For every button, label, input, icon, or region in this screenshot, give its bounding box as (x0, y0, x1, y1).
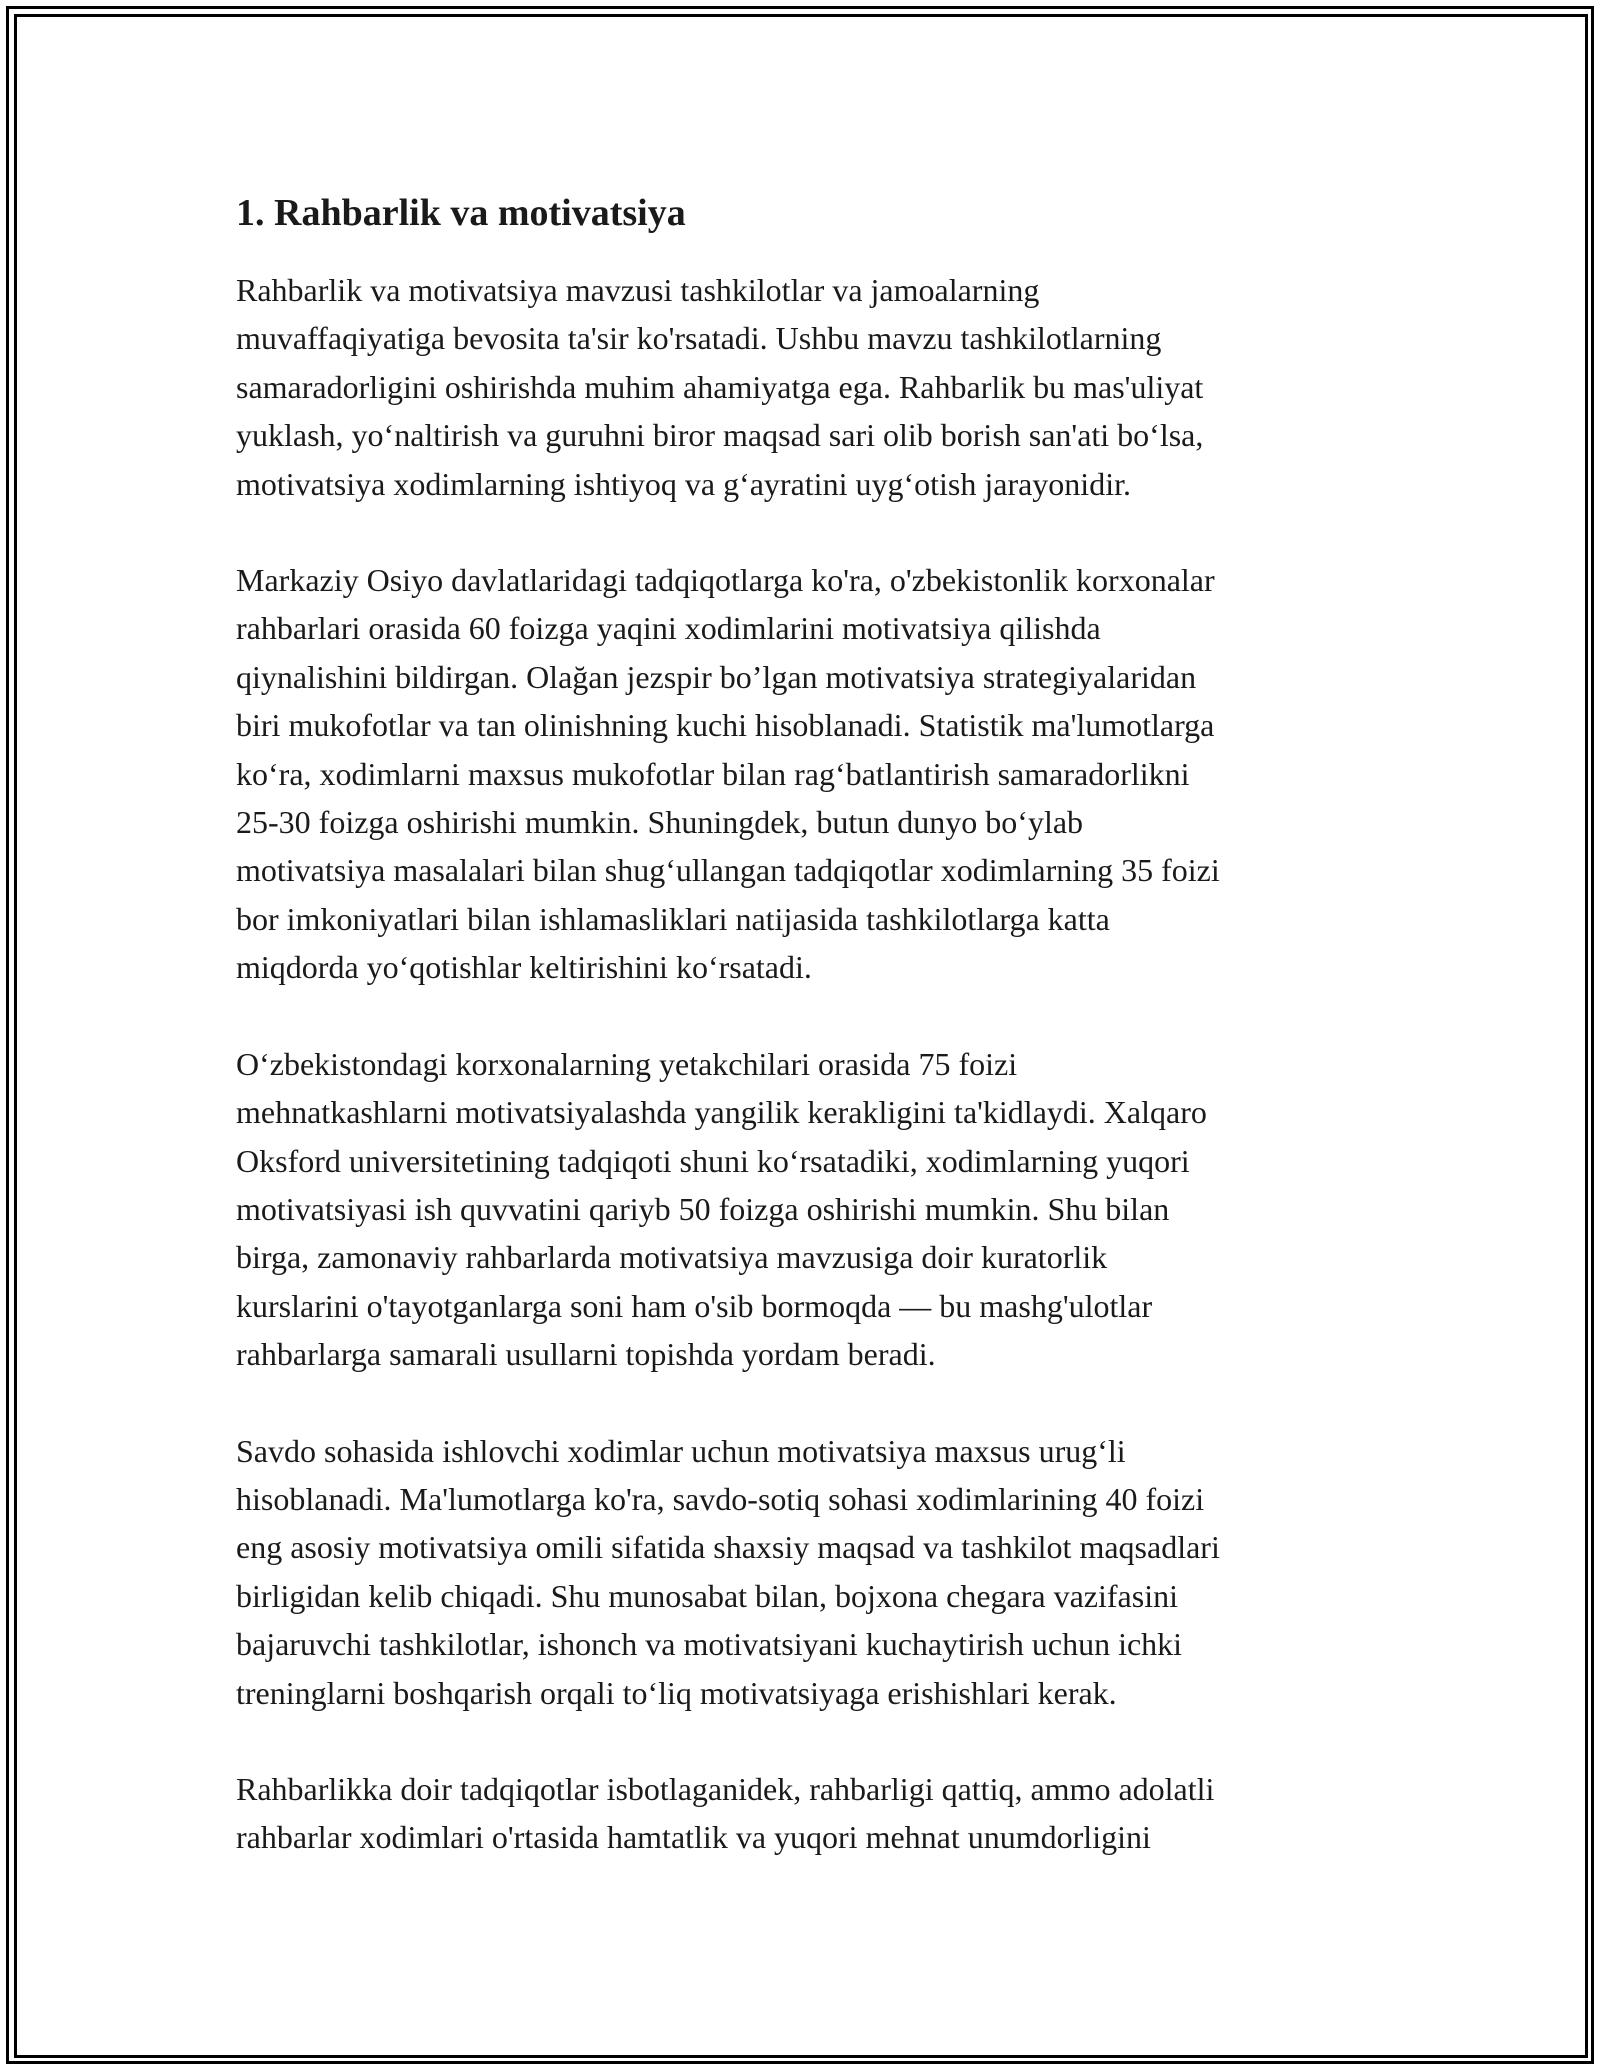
paragraph-4: Savdo sohasida ishlovchi xodimlar uchun motivatsiya maxsus urug‘li hisoblanadi. Ma'lumotlarga ko'ra, savdo-sotiq sohasi xodimlarining 40 foizi eng asosiy motivatsiya omili sifatida shaxsiy maqsad va tashkilot maqsadlari birligidan kelib chiqadi. Shu munosabat bilan, bojxona chegara vazifasini bajaruvchi tashkilotlar, ishonch va motivatsiyani kuchaytirish uchun ichki treninglarni boshqarish orqali to‘liq motivatsiyaga erishishlari kerak. (236, 1432, 1220, 1711)
paragraph-1: Rahbarlik va motivatsiya mavzusi tashkilotlar va jamoalarning muvaffaqiyatiga bevosita ta'sir ko'rsatadi. Ushbu mavzu tashkilotlarning samaradorligini oshirishda muhim ahamiyatga ega. Rahbarlik bu mas'uliyat yuklash, yo‘naltirish va guruhni biror maqsad sari olib borish san'ati bo‘lsa, motivatsiya xodimlarning ishtiyoq va g‘ayratini uyg‘otish jarayonidir. (236, 272, 1204, 502)
document-body (236, 186, 1376, 1910)
paragraph-2: Markaziy Osiyo davlatlaridagi tadqiqotlarga ko'ra, o'zbekistonlik korxonalar rahbarlari orasida 60 foizga yaqini xodimlarini motivatsiya qilishda qiynalishini bildirgan. Olağan jezspir bo’lgan motivatsiya strategiyalaridan biri mukofotlar va tan olinishning kuchi hisoblanadi. Statistik ma'lumotlarga ko‘ra, xodimlarni maxsus mukofotlar bilan rag‘batlantirish samaradorlikni 25-30 foizga oshirishi mumkin. Shuningdek, butun dunyo bo‘ylab motivatsiya masalalari bilan shug‘ullangan tadqiqotlar xodimlarning 35 foizi bor imkoniyatlari bilan ishlamasliklari natijasida tashkilotlarga katta miqdorda yo‘qotishlar keltirishini ko‘rsatadi. (236, 562, 1220, 986)
paragraph-3: O‘zbekistondagi korxonalarning yetakchilari orasida 75 foizi mehnatkashlarni motivatsiyalashda yangilik kerakligini ta'kidlaydi. Xalqaro Oksford universitetining tadqiqoti shuni ko‘rsatadiki, xodimlarning yuqori motivatsiyasi ish quvvatini qariyb 50 foizga oshirishi mumkin. Shu bilan birga, zamonaviy rahbarlarda motivatsiya mavzusiga doir kuratorlik kurslarini o'tayotganlarga soni ham o'sib bormoqda — bu mashg'ulotlar rahbarlarga samarali usullarni topishda yordam beradi. (236, 1045, 1207, 1373)
paragraph-5: Rahbarlikka doir tadqiqotlar isbotlaganidek, rahbarligi qattiq, ammo adolatli rahbarlar xodimlari o'rtasida hamtatlik va yuqori mehnat unumdorligini (236, 1770, 1215, 1856)
page-title: 1. Rahbarlik va motivatsiya (236, 192, 686, 234)
